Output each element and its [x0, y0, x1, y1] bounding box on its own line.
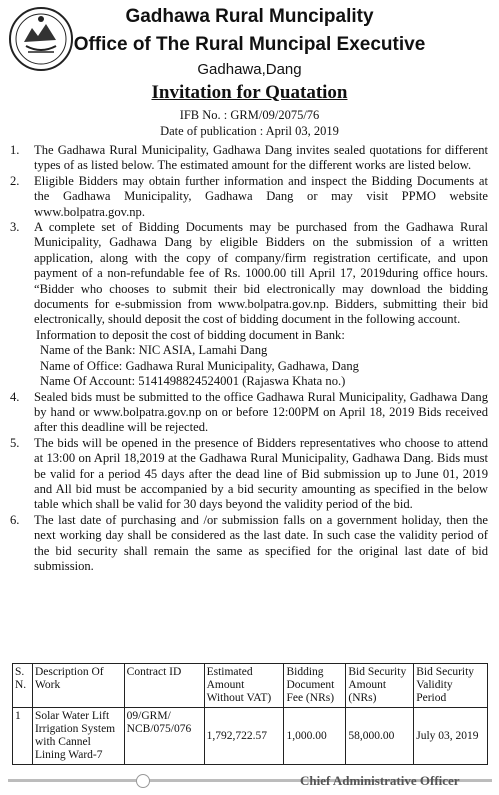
item-text: The last date of purchasing and /or submission falls on a government holiday, then the next working day shall be considered as the last date. In such case the validity period of the bid security shall remain the same as specified for the original last date of bid submission. [34, 512, 488, 573]
scrubber-handle[interactable] [136, 774, 150, 788]
bank-name: Name of the Bank: NIC ASIA, Lamahi Dang [40, 343, 268, 358]
notice-title: Invitation for Quatation [151, 82, 348, 103]
publication-date: Date of publication : April 03, 2019 [160, 124, 339, 138]
table-row [13, 708, 488, 765]
ifb-number: IFB No. : GRM/09/2075/76 [179, 108, 320, 122]
header-sn: S. N. [13, 664, 33, 708]
signature-title: Chief Administrative Officer [300, 773, 460, 788]
list-item [10, 220, 488, 328]
item-number: 1. [10, 143, 20, 157]
item-number: 3. [10, 220, 20, 235]
item-number: 5. [10, 435, 20, 450]
list-item [10, 513, 488, 575]
bank-intro: Information to deposit the cost of bidding document in Bank: [36, 327, 345, 342]
item-number: 2. [10, 173, 20, 188]
item-number: 4. [10, 389, 20, 404]
office-location: Gadhawa,Dang [197, 61, 302, 78]
cell-validity: July 03, 2019 [414, 708, 488, 765]
bank-account: Name Of Account: 5141498824524001 (Rajaswa Khata no.) [40, 374, 346, 389]
item-text: A complete set of Bidding Documents may be purchased from the Gadhawa Rural Municipality, Gadhawa Dang by eligible Bidders on the submission of a written application, along with the copy of company/firm registration certificate, and upon payment of a non-refundable fee of Rs. 1000.00 till April 17, 2019during office hours. “Bidder who chooses to submit their bid electronically may download the bidding documents for e-submission from www.bolpatra.gov.np. Bidders, submitting their bid electronically, should deposit the cost of bidding document in the following account. [34, 220, 488, 327]
item-text: The Gadhawa Rural Municipality, Gadhawa Dang invites sealed quotations for different types of as listed below. The estimated amount for the different works are listed below. [34, 143, 488, 173]
cell-document-fee: 1,000.00 [284, 708, 346, 765]
office-name: Office of The Rural Muncipal Executive [73, 34, 426, 55]
list-item [10, 390, 488, 436]
item-number: 6. [10, 512, 20, 527]
header-bid-security: Bid Security Amount (NRs) [346, 664, 414, 708]
bank-office: Name of Office: Gadhawa Rural Municipality, Gadhawa, Dang [40, 358, 359, 373]
table-header-row [13, 664, 488, 708]
notice-items [10, 143, 488, 574]
item-text: The bids will be opened in the presence of Bidders representatives who choose to attend at 13:00 on April 18,2019 at the Gadhawa Rural Municipality, Gadhawa Dang. Bids must be valid for a period 45 days after the dead line of Bid submission up to June 01, 2019 and All bid must be accompanied by a bid security amounting as specified in the below table which shall be valid for 30 days beyond the validity period of the bid. [34, 435, 488, 512]
cell-estimated-amount: 1,792,722.57 [204, 708, 284, 765]
cell-contract-id: 09/GRM/ NCB/075/076 [124, 708, 204, 765]
header-contract-id: Contract ID [124, 664, 204, 708]
bid-table [12, 663, 488, 765]
header-estimated-amount: Estimated Amount Without VAT) [204, 664, 284, 708]
bank-info [10, 328, 488, 390]
list-item [10, 436, 488, 513]
cell-description: Solar Water Lift Irrigation System with Cannel Lining Ward-7 [32, 708, 124, 765]
cell-sn: 1 [13, 708, 33, 765]
item-text: Eligible Bidders may obtain further information and inspect the Bidding Documents at the Gadhawa Municipality, Gadhawa Dang or may visit PPMO website www.bolpatra.gov.np. [34, 173, 488, 219]
list-item [10, 174, 488, 220]
header-validity: Bid Security Validity Period [414, 664, 488, 708]
header-document-fee: Bidding Document Fee (NRs) [284, 664, 346, 708]
cell-bid-security: 58,000.00 [346, 708, 414, 765]
item-text: Sealed bids must be submitted to the office Gadhawa Rural Municipality, Gadhawa Dang by hand or www.bolpatra.gov.np on or before 12:00PM on April 18, 2019 Bids received after this deadline will be rejected. [34, 389, 488, 435]
list-item [10, 143, 488, 174]
org-name: Gadhawa Rural Muncipality [125, 6, 374, 27]
header-description: Description Of Work [32, 664, 124, 708]
